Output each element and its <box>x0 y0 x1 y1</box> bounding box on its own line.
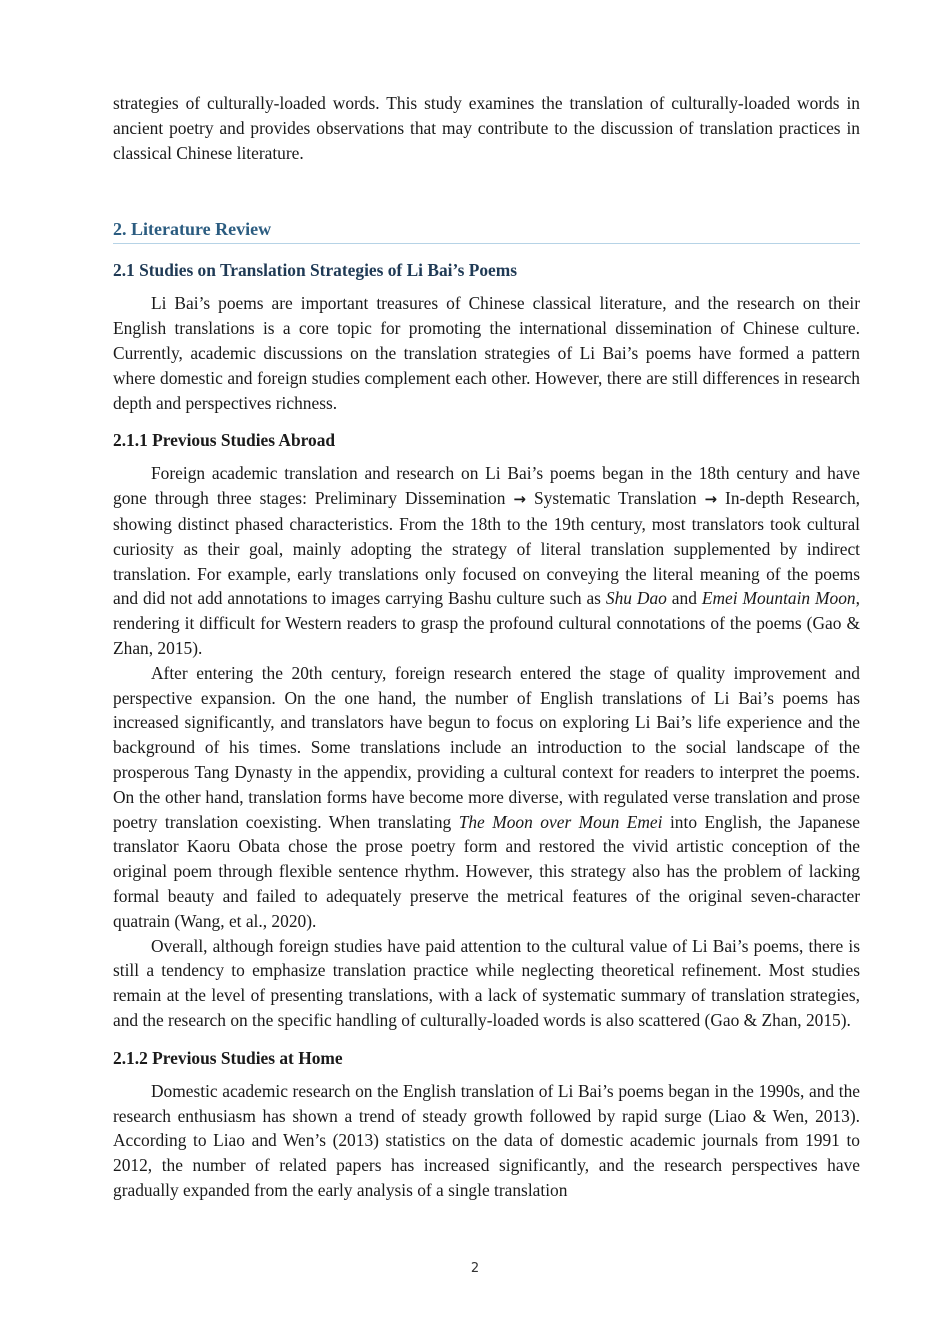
arrow-right-icon: → <box>513 490 526 509</box>
text-run: into English, the Japanese translator Kaoru Obata chose the prose poetry form and restored the vivid artistic conception of the original poem through flexible sentence rhythm. However, this strategy also has the problem of lacking formal beauty and failed to adequately preserve the metrical features of the original seven-character quatrain (Wang, et al., 2020). <box>113 811 860 931</box>
text-run: After entering the 20th century, foreign research entered the stage of quality improvement and perspective expansion. On the one hand, the number of English translations of Li Bai’s poems has increased significantly, and translators have begun to focus on exploring Li Bai’s life experience and the background of his times. Some translations include an introduction to the social landscape of the prosperous Tang Dynasty in the appendix, providing a cultural context for readers to interpret the poems. On the other hand, translation forms have become more diverse, with regulated verse translation and prose poetry translation coexisting. When translating <box>113 662 860 832</box>
italic-title-moon-over-moun-emei: The Moon over Moun Emei <box>458 811 663 832</box>
text-run: , rendering it difficult for Western readers to grasp the profound cultural connotations of the poems (Gao & Zhan, 2015). <box>113 588 860 658</box>
intro-paragraph: strategies of culturally-loaded words. This study examines the translation of culturally-loaded words in ancient poetry and provides observations that may contribute to the discussion of translation practices in classical Chinese literature. <box>113 93 860 163</box>
subsection-heading-2-1-2: 2.1.2 Previous Studies at Home <box>113 1047 343 1068</box>
text-run: Systematic Translation <box>525 488 705 509</box>
paragraph-2-1-1-first <box>113 461 860 660</box>
paragraph-2-1-1-second <box>113 661 860 934</box>
paragraph-2-1-2-first: Domestic academic research on the English translation of Li Bai’s poems began in the 1990s, and the research enthusiasm has shown a trend of steady growth followed by rapid surge (Liao & Wen, 2013). According to Liao and Wen’s (2013) statistics on the data of domestic academic journals from 1991 to 2012, the number of related papers has increased significantly, and the research perspectives have gradually expanded from the early analysis of a single translation <box>113 1080 860 1200</box>
text-run: In-depth Research, showing distinct phased characteristics. From the 18th to the 19th century, most translators took cultural curiosity as their goal, mainly adopting the strategy of literal translation supplemented by indirect translation. For example, early translations only focused on conveying the literal meaning of the poems and did not add annotations to images carrying Bashu culture such as <box>113 488 861 609</box>
section-heading-literature-review: 2. Literature Review <box>113 217 860 244</box>
arrow-right-icon: → <box>704 490 718 509</box>
italic-title-shu-dao: Shu Dao <box>605 588 667 609</box>
text-run: and <box>666 588 702 609</box>
subsection-heading-2-1-1: 2.1.1 Previous Studies Abroad <box>113 430 336 451</box>
page-number: 2 <box>470 1261 480 1276</box>
text-run: Foreign academic translation and research on Li Bai’s poems began in the 18th century and have gone through three stages: Preliminary Dissemination <box>113 463 860 509</box>
italic-title-emei-mountain-moon: Emei Mountain Moon <box>701 588 856 609</box>
paragraph-2-1: Li Bai’s poems are important treasures of Chinese classical literature, and the research on their English translations is a core topic for promoting the international dissemination of Chinese culture. Currently, academic discussions on the translation strategies of Li Bai’s poems have formed a pattern where domestic and foreign studies complement each other. However, there are still differences in research depth and perspectives richness. <box>113 293 860 413</box>
page-body <box>113 91 860 1203</box>
paragraph-2-1-1-third: Overall, although foreign studies have paid attention to the cultural value of Li Bai’s poems, there is still a tendency to emphasize translation practice while neglecting theoretical refinement. Most studies remain at the level of presenting translations, with a lack of systematic summary of translation strategies, and the research on the specific handling of culturally-loaded words is also scattered (Gao & Zhan, 2015). <box>113 935 860 1030</box>
subsection-heading-2-1: 2.1 Studies on Translation Strategies of Li Bai’s Poems <box>113 260 518 281</box>
